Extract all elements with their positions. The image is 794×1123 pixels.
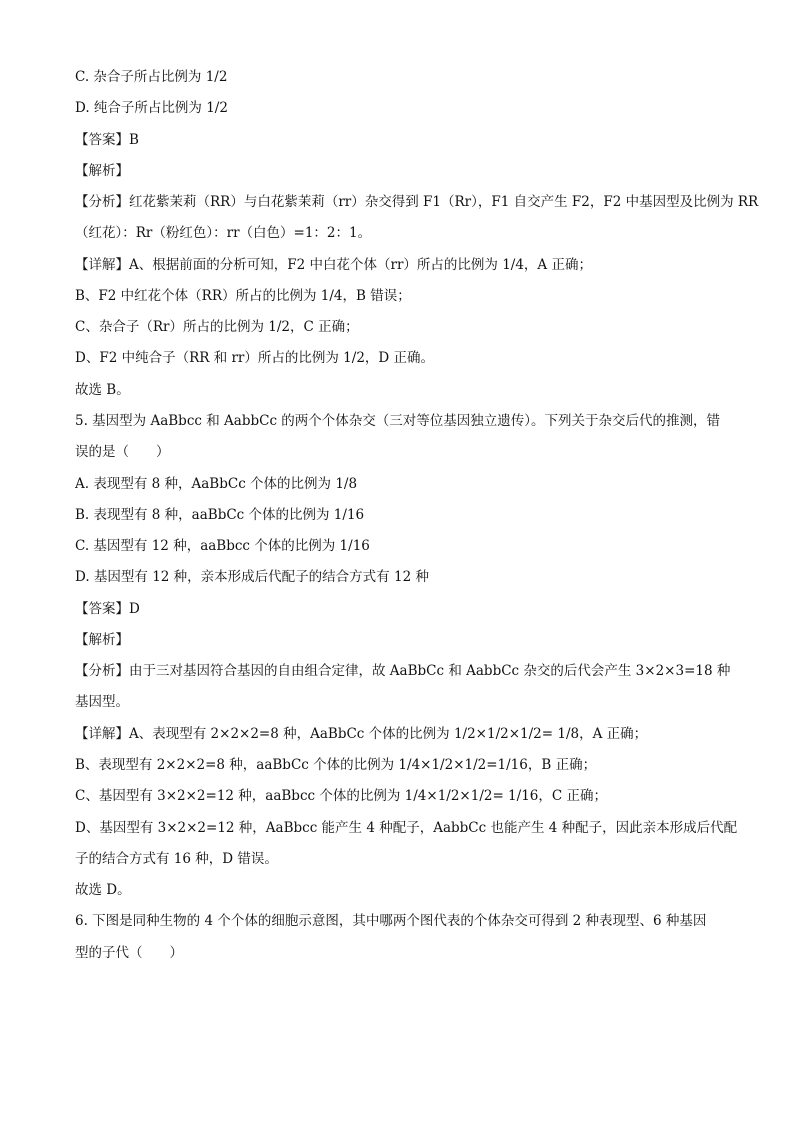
question-5-cont: 误的是（ ） [75, 444, 170, 460]
analysis-text: 【分析】红花紫茉莉（RR）与白花紫茉莉（rr）杂交得到 F1（Rr），F1 自交产生 F2，F2 中基因型及比例为 RR [75, 194, 759, 210]
detail-a: 【详解】A、根据前面的分析可知，F2 中白花个体（rr）所占的比例为 1/4，A 正确； [75, 257, 592, 273]
detail-c: C、杂合子（Rr）所占的比例为 1/2，C 正确； [75, 319, 359, 335]
analysis-label: 【解析】 [75, 163, 129, 179]
option-c-text: C. 杂合子所占比例为 1/2 [75, 69, 228, 85]
q5-detail-c: C、基因型有 3×2×2=12 种，aaBbcc 个体的比例为 1/4×1/2×1/2= 1/16，C 正确； [75, 788, 607, 804]
q5-conclusion: 故选 D。 [75, 882, 131, 898]
detail-d: D、F2 中纯合子（RR 和 rr）所占的比例为 1/2，D 正确。 [75, 350, 435, 366]
question-6: 6. 下图是同种生物的 4 个个体的细胞示意图，其中哪两个图代表的个体杂交可得到 2 种表现型、6 种基因 [75, 913, 707, 929]
q5-analysis-text-cont: 基因型。 [75, 694, 129, 710]
q5-detail-b: B、表现型有 2×2×2=8 种，aaBbCc 个体的比例为 1/4×1/2×1/2=1/16，B 正确； [75, 757, 597, 773]
q5-answer-label: 【答案】D [75, 601, 140, 617]
q5-option-d: D. 基因型有 12 种，亲本形成后代配子的结合方式有 12 种 [75, 569, 429, 585]
q5-detail-a: 【详解】A、表现型有 2×2×2=8 种，AaBbCc 个体的比例为 1/2×1/2×1/2= 1/8，A 正确； [75, 726, 648, 742]
analysis-text-cont: （红花）：Rr（粉红色）：rr（白色）=1：2：1。 [75, 225, 372, 241]
q5-option-b: B. 表现型有 8 种，aaBbCc 个体的比例为 1/16 [75, 507, 365, 523]
q5-option-a: A. 表现型有 8 种，AaBbCc 个体的比例为 1/8 [75, 476, 358, 492]
q5-detail-d-cont: 子的结合方式有 16 种，D 错误。 [75, 851, 278, 867]
option-d-text: D. 纯合子所占比例为 1/2 [75, 100, 228, 116]
q5-option-c: C. 基因型有 12 种，aaBbcc 个体的比例为 1/16 [75, 538, 370, 554]
q5-detail-d: D、基因型有 3×2×2=12 种，AaBbcc 能产生 4 种配子，AabbCc 也能产生 4 种配子，因此亲本形成后代配 [75, 820, 738, 836]
detail-b: B、F2 中红花个体（RR）所占的比例为 1/4，B 错误； [75, 288, 411, 304]
question-6-cont: 型的子代（ ） [75, 945, 183, 961]
q5-analysis-text: 【分析】由于三对基因符合基因的自由组合定律，故 AaBbCc 和 AabbCc 杂交的后代会产生 3×2×3=18 种 [75, 663, 731, 679]
conclusion: 故选 B。 [75, 382, 130, 398]
answer-label: 【答案】B [75, 132, 139, 148]
question-5: 5. 基因型为 AaBbcc 和 AabbCc 的两个个体杂交（三对等位基因独立遗传）。下列关于杂交后代的推测，错 [75, 413, 721, 429]
q5-analysis-label: 【解析】 [75, 632, 129, 648]
